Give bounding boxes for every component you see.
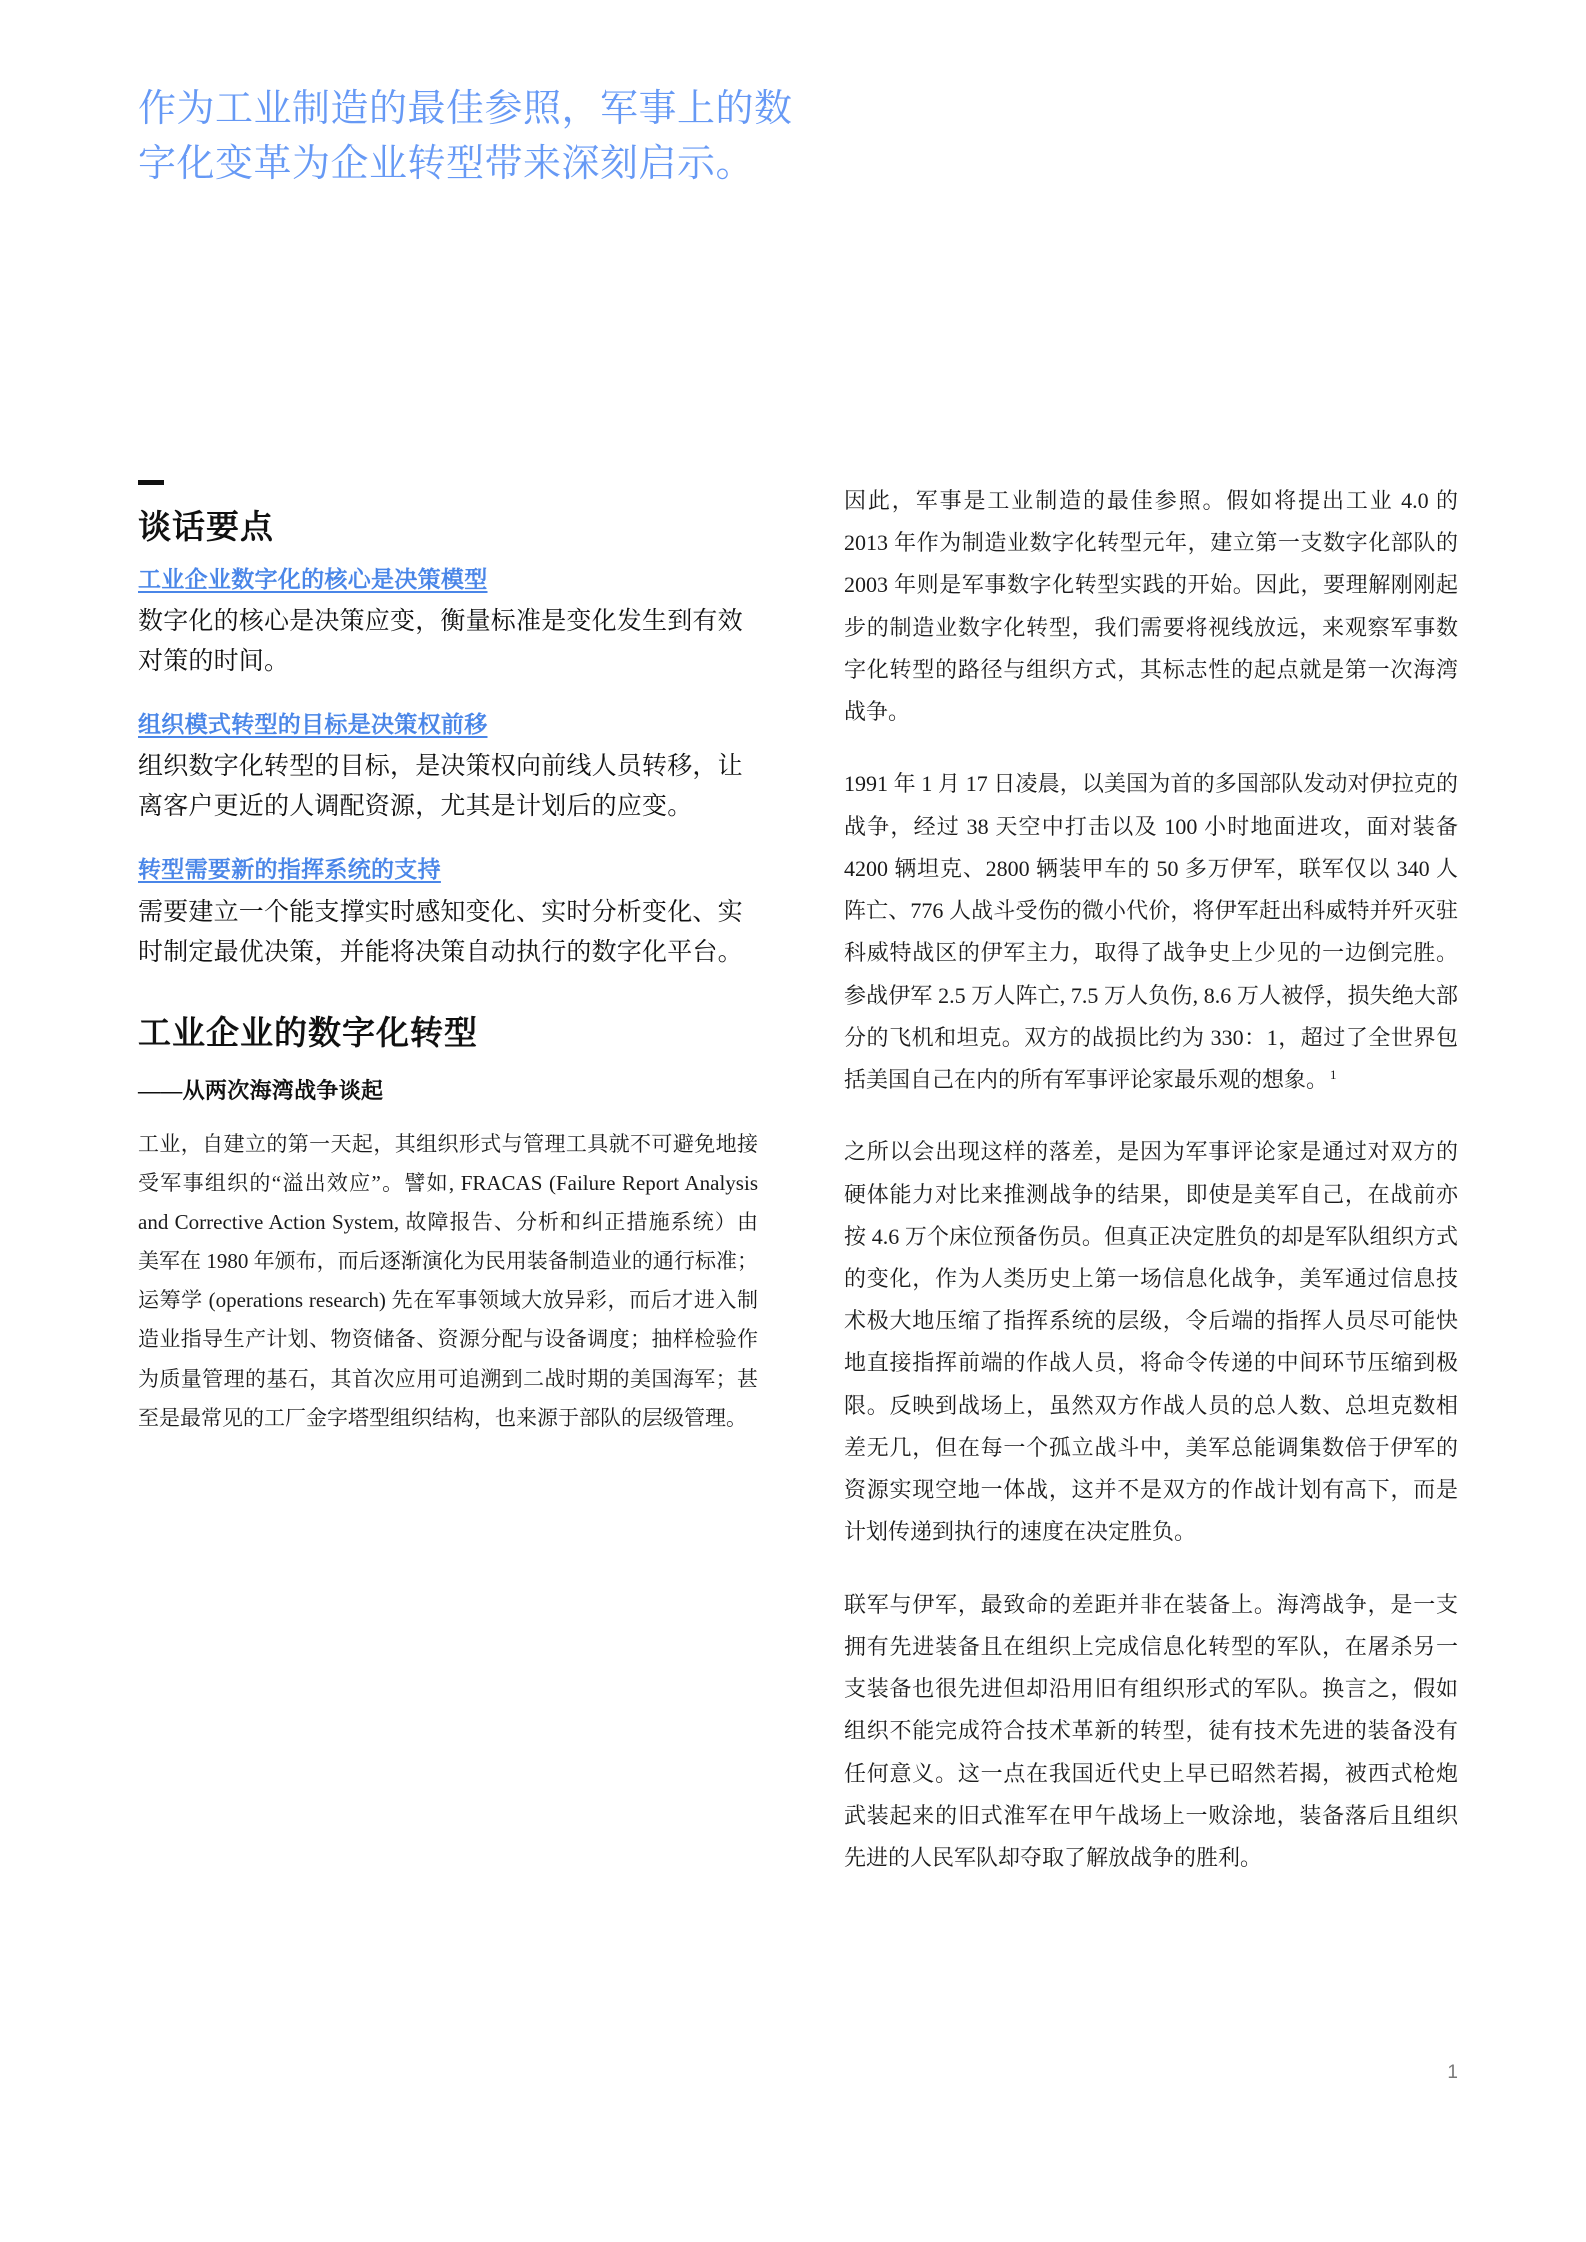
key-point-heading: 工业企业数字化的核心是决策模型: [138, 566, 488, 592]
body-paragraph: 之所以会出现这样的落差，是因为军事评论家是通过对双方的硬体能力对比来推测战争的结果，即使是美军自己，在战前亦按 4.6 万个床位预备伤员。但真正决定胜负的却是军队组织方式的变化，作为人类历史上第一场信息化战争，美军通过信息技术极大地压缩了指挥系统的层级，令后端的指挥人员尽可能快地直接指挥前端的作战人员，将命令传递的中间环节压缩到极限。反映到战场上，虽然双方作战人员的总人数、总坦克数相差无几，但在每一个孤立战斗中，美军总能调集数倍于伊军的资源实现空地一体战，这并不是双方的作战计划有高下，而是计划传递到执行的速度在决定胜负。: [844, 1139, 1458, 1545]
key-point-heading: 转型需要新的指挥系统的支持: [138, 857, 441, 883]
section-subheading: ——从两次海湾战争谈起: [138, 1078, 384, 1104]
two-column-body: [138, 480, 1458, 1879]
dash-rule-icon: [138, 480, 164, 485]
body-paragraph: 联军与伊军，最致命的差距并非在装备上。海湾战争，是一支拥有先进装备且在组织上完成信息化转型的军队，在屠杀另一支装备也很先进但却沿用旧有组织形式的军队。换言之，假如组织不能完成符合技术革新的转型，徒有技术先进的装备没有任何意义。这一点在我国近代史上早已昭然若揭，被西式枪炮武装起来的旧式淮军在甲午战场上一败涂地，装备落后且组织先进的人民军队却夺取了解放战争的胜利。: [844, 1591, 1458, 1871]
key-point-body: 组织数字化转型的目标，是决策权向前线人员转移，让离客户更近的人调配资源，尤其是计划后的应变。: [138, 753, 743, 821]
right-column: [844, 480, 1458, 1879]
body-paragraph: 因此，军事是工业制造的最佳参照。假如将提出工业 4.0 的 2013 年作为制造业数字化转型元年，建立第一支数字化部队的 2003 年则是军事数字化转型实践的开始。因此，要理解刚刚起步的制造业数字化转型，我们需要将视线放远，来观察军事数字化转型的路径与组织方式，其标志性的起点就是第一次海湾战争。: [844, 488, 1458, 725]
key-point-block: [138, 853, 758, 972]
left-column: [138, 480, 758, 1879]
body-paragraph: 工业，自建立的第一天起，其组织形式与管理工具就不可避免地接受军事组织的“溢出效应”。譬如, FRACAS (Failure Report Analysis and Corrective Action System, 故障报告、分析和纠正措施系统）由美军在 1980 年颁布，而后逐渐演化为民用装备制造业的通行标准；运筹学 (operations research) 先在军事领域大放异彩，而后才进入制造业指导生产计划、物资储备、资源分配与设备调度；抽样检验作为质量管理的基石，其首次应用可追溯到二战时期的美国海军；甚至是最常见的工厂金字塔型组织结构，也来源于部队的层级管理。: [138, 1132, 758, 1430]
paragraph-text: 1991 年 1 月 17 日凌晨，以美国为首的多国部队发动对伊拉克的战争，经过 38 天空中打击以及 100 小时地面进攻，面对装备 4200 辆坦克、2800 辆装甲车的 50 多万伊军，联军仅以 340 人阵亡、776 人战斗受伤的微小代价，将伊军赶出科威特并歼灭驻科威特战区的伊军主力，取得了战争史上少见的一边倒完胜。参战伊军 2.5 万人阵亡, 7.5 万人负伤, 8.6 万人被俘，损失绝大部分的飞机和坦克。双方的战损比约为 330：1，超过了全世界包括美国自己在内的所有军事评论家最乐观的想象。: [844, 771, 1458, 1093]
footnote-marker[interactable]: 1: [1330, 1066, 1337, 1082]
page-title: 作为工业制造的最佳参照，军事上的数字化变革为企业转型带来深刻启示。: [138, 88, 793, 186]
section-heading: 工业企业的数字化转型: [138, 1013, 478, 1051]
hero-title-block: [138, 82, 798, 192]
key-point-body: 需要建立一个能支撑实时感知变化、实时分析变化、实时制定最优决策，并能将决策自动执行的数字化平台。: [138, 898, 743, 966]
body-paragraph-with-footnote: [844, 763, 1458, 1101]
key-point-block: [138, 708, 758, 827]
page-number: 1: [1447, 2062, 1458, 2083]
key-point-heading: 组织模式转型的目标是决策权前移: [138, 711, 488, 737]
key-point-body: 数字化的核心是决策应变，衡量标准是变化发生到有效对策的时间。: [138, 607, 743, 675]
key-point-block: [138, 563, 758, 682]
talking-points-heading: 谈话要点: [138, 508, 274, 545]
